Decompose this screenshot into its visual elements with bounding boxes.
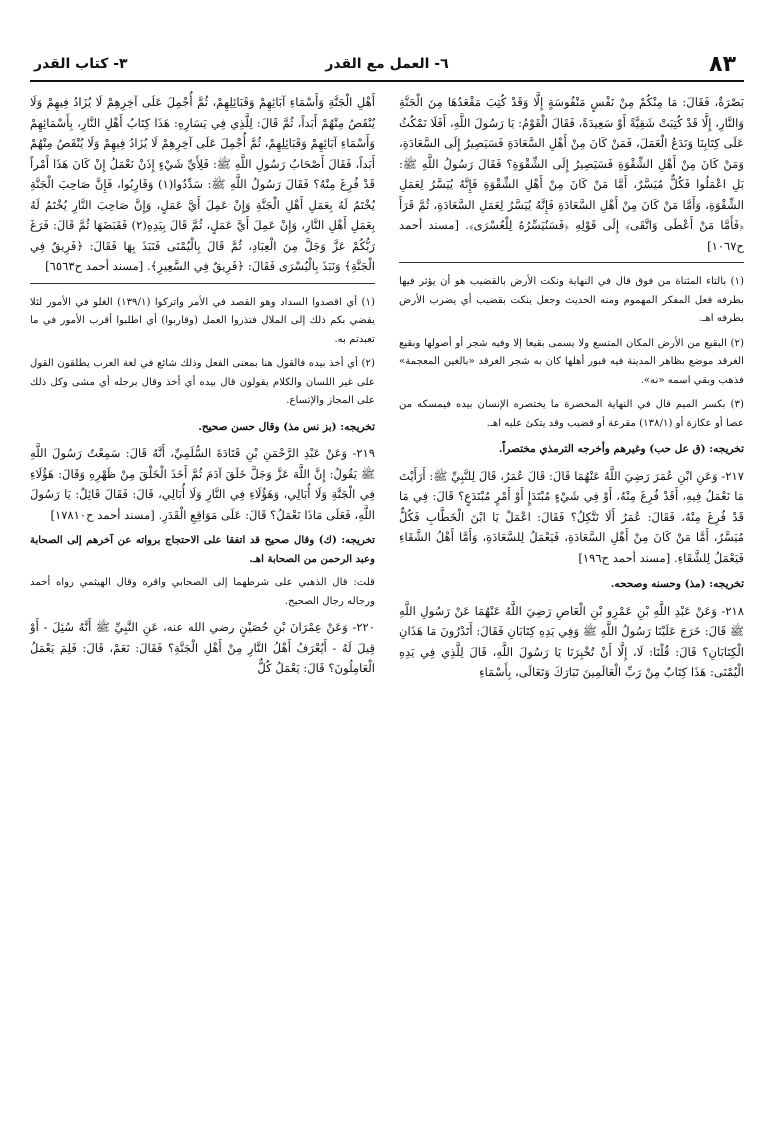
qultu-note: قلت: قال الذهبي على شرطهما إلى الصحابي واقره وقال الهيثمي رواه أحمد ورجاله رجال الصحيح. — [30, 577, 375, 607]
hadith-220: ٢٢٠- وَعَنْ عِمْرَانَ بْنِ حُصَيْنٍ رضي الله عنه، عَنِ النَّبِيِّ ﷺ أَنَّهُ سُئِلَ - أَوْ قِيلَ لَهُ - أَيُعْرَفُ أَهْلُ النَّارِ مِنْ أَهْلِ الْجَنَّةِ؟ فَقَالَ: نَعَمْ، قَالَ: فَلِمَ يَعْمَلُ الْعَامِلُونَ؟ قَالَ: يَعْمَلُ كُلٌّ — [30, 620, 375, 675]
page-number: ٨٣ — [709, 52, 736, 77]
running-header — [30, 52, 744, 82]
takhrij-218: تخريجه: (بز نس مذ) وقال حسن صحيح. — [198, 420, 375, 433]
footnote-2: (٢) البقيع من الأرض المكان المتسع ولا يسمى بقيعا إلا وفيه شجر أو أصولها وبقيع الغرقد موضع بظاهر المدينة فيه قبور أهلها كان به شجر الغرقد «بالغين المعجمة» فذهب وبقي اسمه «نه». — [399, 337, 744, 386]
hadith-219: ٢١٩- وَعَنْ عَبْدِ الرَّحْمَنِ بْنِ قَتَادَةَ السُّلَمِيِّ، أَنَّهُ قَالَ: سَمِعْتُ رَسُولَ اللَّهِ ﷺ يَقُولُ: إِنَّ اللَّهَ عَزَّ وَجَلَّ خَلَقَ آدَمَ ثُمَّ أَخَذَ الْخَلْقَ مِنْ ظَهْرِهِ وَقَالَ: هَؤُلَاءِ فِي الْجَنَّةِ وَلَا أُبَالِي، وَهَؤُلَاءِ فِي النَّارِ وَلَا أُبَالِي، قَالَ: فَقَالَ قَائِلٌ: يَا رَسُولَ اللَّهِ، فَعَلَى مَاذَا نَعْمَلُ؟ قَالَ: عَلَى مَوَاقِعِ الْقَدَرِ. [مسند أحمد ح١٧٨١٠] — [30, 446, 375, 522]
footnote-separator — [30, 283, 375, 284]
footnote-3: (٣) بكسر الميم قال في النهاية المخصرة ما يختصره الإنسان بيده فيمسكه من عصا أو عكازة أو (١٣٨/١) مقرعة أو قضيب وقد يتكئ عليه اهـ. — [399, 399, 744, 429]
footnote-1: (١) أي اقصدوا السداد وهو القصد في الأمر واتركوا (١٣٩/١) الغلو في الأمور لئلا يفضي بكم ذلك إلى الملال فتذروا العمل (وقاربوا) أي اطلبوا أقرب الأمور في ما تعبدتم به. — [30, 296, 376, 345]
takhrij-216: تخريجه: (ق عل حب) وغيرهم وأخرجه الترمذي مختصراً. — [498, 443, 744, 455]
hadith-text-216-end: بَصْرَةٌ، فَقَالَ: مَا مِنْكُمْ مِنْ نَفْسٍ مَنْفُوسَةٍ إِلَّا وَقَدْ كُتِبَ مَقْعَدُهَا مِنَ الْجَنَّةِ وَالنَّارِ، إِلَّا قَدْ كُتِبَتْ شَقِيَّةً أَوْ سَعِيدَةً، فَقَالَ الْقَوْمُ: يَا رَسُولَ اللَّهِ، أَفَلَا نَمْكُثُ عَلَى كِتَابِنَا وَنَدَعُ الْعَمَلَ، فَمَنْ كَانَ مِنْ أَهْلِ السَّعَادَةِ فَسَيَصِيرُ إِلَى السَّعَادَةِ، وَمَنْ كَانَ مِنْ أَهْلِ الشِّقْوَةِ فَسَيَصِيرُ إِلَى الشِّقْوَةِ؟ فَقَالَ رَسُولُ اللَّهِ ﷺ: بَلِ اعْمَلُوا فَكُلٌّ مُيَسَّرٌ، أَمَّا مَنْ كَانَ مِنْ أَهْلِ الشِّقْوَةِ فَإِنَّهُ يُيَسَّرُ لِعَمَلِ الشِّقْوَةِ، وَأَمَّا مَنْ كَانَ مِنْ أَهْلِ السَّعَادَةِ فَإِنَّهُ يُيَسَّرُ لِعَمَلِ السَّعَادَةِ، ثُمَّ قَرَأَ ﴿فَأَمَّا مَنْ أَعْطَى وَاتَّقَى﴾ إِلَى قَوْلِهِ ﴿فَسَنُيَسِّرُهُ لِلْعُسْرَى﴾. [مسند أحمد ح١٠٦٧] — [399, 95, 744, 253]
hadith-217: ٢١٧- وَعَنِ ابْنِ عُمَرَ رَضِيَ اللَّهُ عَنْهُمَا قَالَ: قَالَ عُمَرُ، قَالَ لِلنَّبِيِّ ﷺ: أَرَأَيْتَ مَا نَعْمَلُ فِيهِ، أَقَدْ فُرِغَ مِنْهُ، أَوْ فِي شَيْءٍ مُبْتَدَإٍ أَوْ أَمْرٍ مُبْتَدَعٍ؟ قَالَ: فِي مَا قَدْ فُرِغَ مِنْهُ، فَقَالَ: عُمَرُ أَلَا نَتَّكِلُ؟ فَقَالَ: اعْمَلْ يَا ابْنَ الْخَطَّابِ فَكُلٌّ مُيَسَّرٌ، أَمَّا مَنْ كَانَ مِنْ أَهْلِ السَّعَادَةِ، فَيَعْمَلُ لِلسَّعَادَةِ، وَأَمَّا أَهْلُ الشَّقَاءِ فَيَعْمَلُ لِلشَّقَاءِ. [مسند أحمد ح١٩٦] — [399, 468, 744, 565]
hadith-218: ٢١٨- وَعَنْ عَبْدِ اللَّهِ بْنِ عَمْرِو بْنِ الْعَاصِ رَضِيَ اللَّهُ عَنْهُمَا عَنْ رَسُولِ اللَّهِ ﷺ قَالَ: خَرَجَ عَلَيْنَا رَسُولُ اللَّهِ ﷺ وَفِي يَدِهِ كِتَابَانِ فَقَالَ: أَتَدْرُونَ مَا هَذَانِ الْكِتَابَانِ؟ قَالَ: قُلْنَا: لَا، إِلَّا أَنْ تُخْبِرَنَا يَا رَسُولَ اللَّهِ، قَالَ لِلَّذِي فِي يَدِهِ الْيُمْنَى: هَذَا كِتَابٌ مِنْ رَبِّ الْعَالَمِينَ تَبَارَكَ وَتَعَالَى، بِأَسْمَاءِ — [399, 603, 744, 679]
right-column — [399, 92, 744, 689]
takhrij-219: تخريجه: (ك) وقال صحيح قد اتفقا على الاحتجاج برواته عن آخرهم إلى الصحابة وعبد الرحمن من الصحابة اهـ. — [30, 534, 375, 565]
header-rule — [30, 80, 744, 82]
footnote-2: (٢) أي أخذ بيده فالقول هنا بمعنى الفعل وذلك شائع في لغة العرب يطلقون القول على غير اللسان والكلام يقولون قال بيده أي أخذ وقال برجله أي مشى وكل ذلك على المجاز والإتساع. — [30, 358, 375, 406]
hadith-218-continued: أَهْلِ الْجَنَّةِ وَأَسْمَاءِ آبَائِهِمْ وَقَبَائِلِهِمْ، ثُمَّ أُجْمِلَ عَلَى آخِرِهِمْ لَا يُزَادُ فِيهِمْ وَلَا يُنْقَصُ مِنْهُمْ أَبَداً، ثُمَّ قَالَ: لِلَّذِي فِي يَسَارِهِ: هَذَا كِتَابُ أَهْلِ النَّارِ، بِأَسْمَائِهِمْ وَأَسْمَاءِ آبَائِهِمْ وَقَبَائِلِهِمْ، ثُمَّ أُجْمِلَ عَلَى آخِرِهِمْ لَا يُزَادُ فِيهِمْ وَلَا يُنْقَصُ مِنْهُمْ أَبَداً، فَقَالَ أَصْحَابُ رَسُولِ اللَّهِ ﷺ: فَلِأَيِّ شَيْءٍ إِذَنْ نَعْمَلُ إِنْ كَانَ هَذَا أَمْراً قَدْ فُرِغَ مِنْهُ؟ فَقَالَ رَسُولُ اللَّهِ ﷺ: سَدِّدُوا(١) وَقَارِبُوا، فَإِنَّ صَاحِبَ الْجَنَّةِ يُخْتَمُ لَهُ بِعَمَلِ أَهْلِ الْجَنَّةِ وَإِنْ عَمِلَ أَيَّ عَمَلٍ، وَإِنَّ صَاحِبَ النَّارِ يُخْتَمُ لَهُ بِعَمَلِ أَهْلِ النَّارِ، وَإِنْ عَمِلَ أَيَّ عَمَلٍ، ثُمَّ قَالَ بِيَدِهِ(٢) فَقَبَضَهَا ثُمَّ قَالَ: فَرَغَ رَبُّكُمْ عَزَّ وَجَلَّ مِنَ الْعِبَادِ، ثُمَّ قَالَ بِالْيُمْنَى فَنَبَذَ بِهَا فَقَالَ: ﴿فَرِيقٌ فِي الْجَنَّةِ﴾ وَنَبَذَ بِالْيُسْرَى فَقَالَ: ﴿فَرِيقٌ فِي السَّعِيرِ﴾. [مسند أحمد ح٦٥٦٣] — [30, 95, 376, 273]
footnote-separator — [399, 262, 744, 263]
footnote-1: (١) بالتاء المثناة من فوق قال في النهاية ونكت الأرض بالقضيب هو أن يؤثر فيها بطرفه فعل المفكر المهموم ومنه الحديث وجعل ينكت بقضيب أي يضرب الأرض بطرفه اهـ. — [399, 276, 744, 324]
takhrij-217: تخريجه: (مذ) وحسنه وصححه. — [610, 578, 744, 590]
left-column — [30, 92, 375, 685]
book-title: ٣- كتاب القدر — [34, 56, 128, 72]
chapter-title: ٦- العمل مع القدر — [325, 56, 449, 72]
